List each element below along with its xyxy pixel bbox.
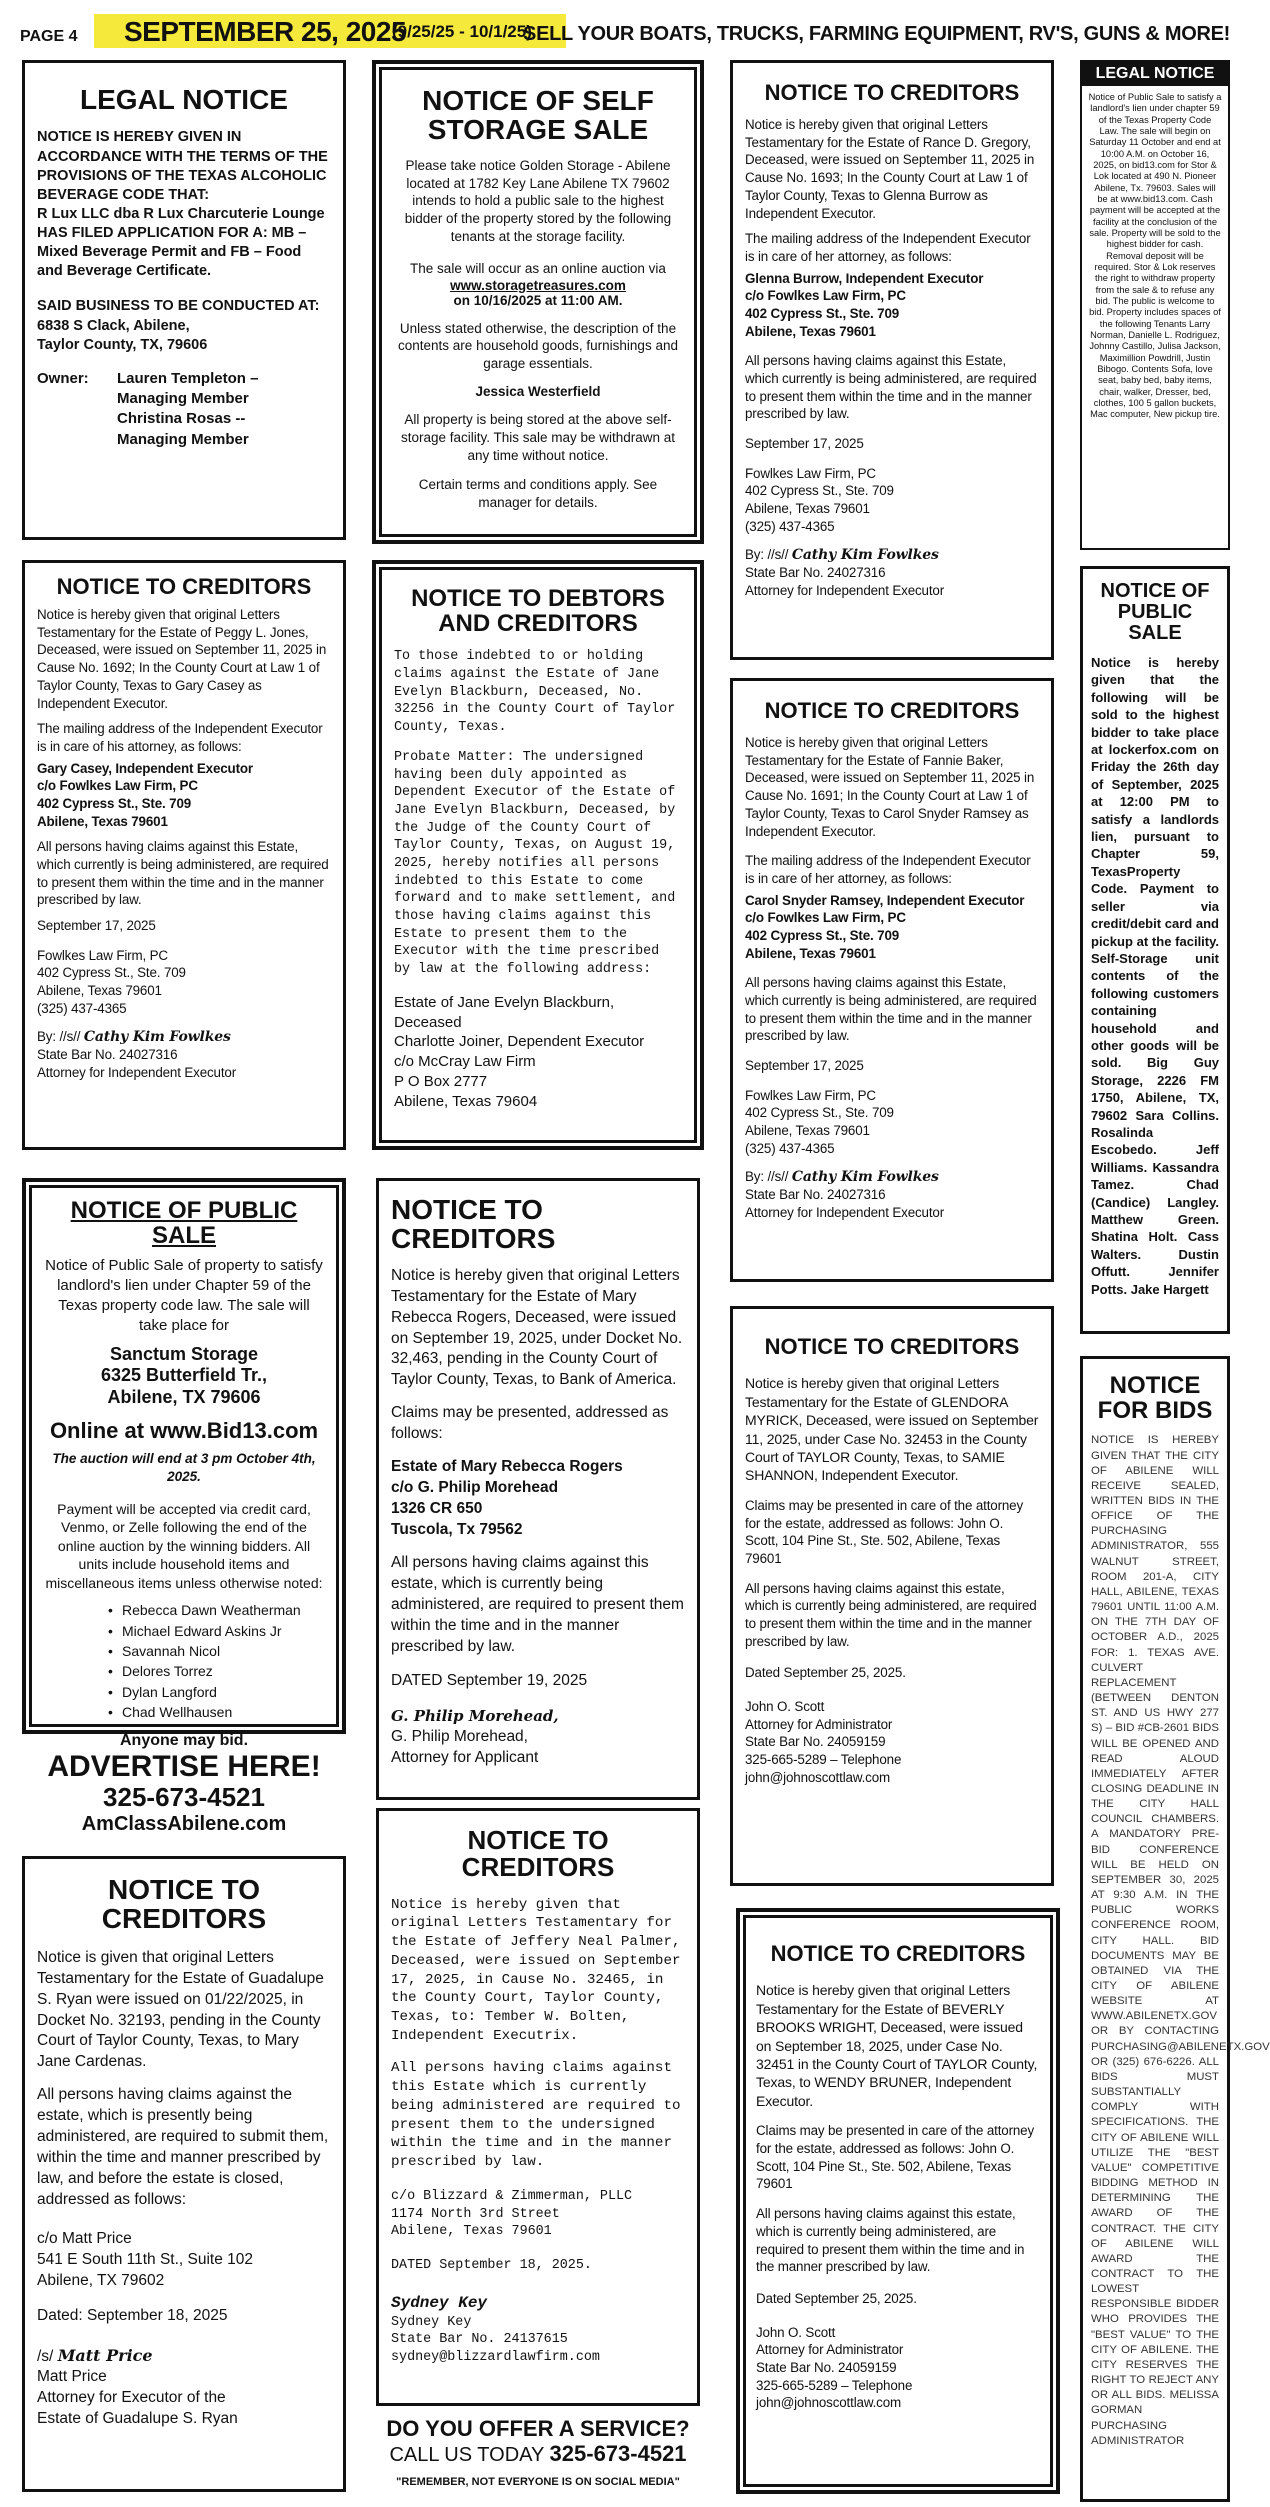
owners — [37, 369, 331, 450]
notice-text: c/o Fowlkes Law Firm, PC — [745, 910, 906, 926]
notice-title: NOTICE TO CREDITORS — [391, 1194, 556, 1255]
signature: Matt Price — [57, 2345, 153, 2365]
notice-text: Abilene, TX 79606 — [107, 1386, 261, 1407]
notice-date: DATED September 18, 2025. — [391, 2257, 592, 2273]
notice-self-storage-sale — [372, 60, 704, 544]
notice-text: c/o McCray Law Firm — [394, 1053, 536, 1071]
notice-text: Attorney for Independent Executor — [745, 582, 945, 598]
notice-text: State Bar No. 24027316 — [37, 1047, 178, 1062]
notice-date: Dated September 25, 2025. — [756, 2290, 917, 2306]
notice-text: Notice is given that original Letters Testamentary for the Estate of Guadalupe S. Ryan were issued on 01/22/2025, in Docket No. 32193, pending in the County Court of Taylor County, Texas, to Mary Jane Cardenas. — [37, 1948, 324, 2071]
list-item: • Rebecca Dawn Weatherman — [42, 1600, 326, 1620]
notice-title: NOTICE TO CREDITORS — [764, 698, 1020, 723]
notice-text: Estate of Mary Rebecca Rogers — [391, 1458, 623, 1476]
notice-title: NOTICE OF PUBLIC SALE — [70, 1197, 298, 1250]
notice-text: Claims may be presented in care of the attorney for the estate, addressed as follows: John O. Scott, 104 Pine St., Ste. 502, Abilene, Texas 79601 — [745, 1497, 1024, 1566]
list-item: • Savannah Nicol — [42, 1641, 326, 1661]
service-title: DO YOU OFFER A SERVICE? — [386, 2416, 690, 2441]
notice-text: P O Box 2777 — [394, 1072, 488, 1090]
notice-text: Abilene, Texas 79601 — [745, 323, 876, 339]
service-phone[interactable]: 325-673-4521 — [549, 2441, 687, 2467]
notice-text: (325) 437-4365 — [37, 1000, 127, 1016]
notice-text: Gary Casey, Independent Executor — [37, 760, 253, 776]
notice-creditors-myrick — [730, 1306, 1054, 1886]
notice-text: c/o G. Philip Morehead — [391, 1479, 559, 1497]
notice-body: R Lux LLC dba R Lux Charcuterie Lounge HAS FILED APPLICATION FOR A: MB – Mixed Beverage Permit and FB – Food and Beverage Certificate. — [37, 205, 325, 280]
issue-range: (9/25/25 - 10/1/25) — [392, 22, 532, 41]
notice-creditors-baker — [730, 678, 1054, 1282]
notice-public-sale-sanctum — [22, 1178, 346, 1750]
notice-text: Estate of Guadalupe S. Ryan — [37, 2410, 238, 2428]
notice-link[interactable]: www.storagetreasures.com — [450, 277, 626, 293]
notice-text: SAID BUSINESS TO BE CONDUCTED AT: — [37, 298, 320, 315]
notice-text: Abilene, Texas 79601 — [745, 1123, 870, 1139]
notice-text: (325) 437-4365 — [745, 518, 835, 534]
notice-text: Fowlkes Law Firm, PC — [745, 465, 876, 481]
notice-text: All persons having claims against this estate, which is currently being administered, are required to present them within the time and in the manner prescribed by law. — [756, 2206, 1025, 2275]
notice-text: Please take notice Golden Storage - Abilene located at 1782 Key Lane Abilene TX 79602 intends to hold a public sale to the highest bidder of the property stored by the following tenants at the storage facility. — [404, 157, 672, 245]
notice-title: NOTICE TO CREDITORS — [764, 1334, 1020, 1359]
owner-role: Managing Member — [117, 430, 249, 448]
notice-text: Abilene, Texas 79604 — [394, 1092, 538, 1110]
notice-text: Abilene, Texas 79601 — [391, 2224, 552, 2240]
notice-text: The sale will occur as an online auction via — [410, 260, 666, 276]
notice-text: 402 Cypress St., Ste. 709 — [37, 965, 186, 981]
advert-phone[interactable]: 325-673-4521 — [103, 1782, 265, 1812]
notice-for-bids — [1080, 1356, 1270, 2502]
notice-text: John O. Scott — [745, 1699, 825, 1715]
page-number: PAGE 4 — [20, 28, 78, 45]
notice-text: john@johnoscottlaw.com — [756, 2395, 902, 2411]
notice-creditors-ryan — [22, 1856, 346, 2492]
notice-text: The mailing address of the Independent Executor is in care of her attorney, as follows: — [745, 853, 1031, 886]
notice-text: Abilene, Texas 79601 — [745, 501, 870, 517]
notice-text: 402 Cypress St., Ste. 709 — [745, 1105, 894, 1121]
notice-text: By: //s// — [745, 546, 789, 562]
owner-name: Lauren Templeton – — [117, 369, 259, 387]
notice-text: All persons having claims against this Estate which is currently being administered are required to present them to the undersigned within the time and in the manner prescribed by law. — [391, 2060, 681, 2171]
notice-text: Attorney for Administrator — [745, 1716, 893, 1732]
notice-text: c/o Fowlkes Law Firm, PC — [745, 288, 906, 304]
notice-text: Attorney for Independent Executor — [745, 1204, 945, 1220]
notice-text: Attorney for Administrator — [756, 2342, 904, 2358]
service-call: CALL US TODAY — [389, 2444, 544, 2467]
notice-text: Attorney for Independent Executor — [37, 1064, 237, 1080]
notice-text: Attorney for Executor of the — [37, 2389, 226, 2407]
notice-text: Abilene, Texas 79601 — [37, 983, 162, 999]
notice-text: Notice is hereby given that original Letters Testamentary for the Estate of Jeffery Neal Palmer, Deceased, were issued on September 17, 2025, in Cause No. 32465, in the County Court, Taylor County, Texas, to: Tember W. Bolten, Independent Executrix. — [391, 1896, 681, 2044]
notice-creditors-rogers — [376, 1178, 700, 1800]
notice-text: By: //s// — [745, 1168, 789, 1184]
notice-text: Glenna Burrow, Independent Executor — [745, 270, 984, 286]
notice-title: NOTICE TO CREDITORS — [461, 1825, 615, 1883]
notice-creditors-jones — [22, 560, 346, 1150]
notice-text: 1326 CR 650 — [391, 1500, 483, 1517]
notice-text: To those indebted to or holding claims against the Estate of Jane Evelyn Blackburn, Deceased, No. 32256 in the County Court of Taylor County, Texas. — [394, 649, 676, 736]
notice-text: State Bar No. 24059159 — [756, 2359, 897, 2375]
notice-text: State Bar No. 24027316 — [745, 565, 886, 580]
owner-name: Christina Rosas -- — [117, 410, 246, 428]
notice-text: Notice of Public Sale to satisfy a landlord's lien under chapter 59 of the Texas Property Code Law. The sale will begin on Saturday 11 October and end at 10:00 A.M. on October 16, 2025, on bid13.com for Stor & Lok located at 490 N. Pioneer Abilene, Tx. 79603. Sales will be at www.bid13.com. Cash payment will be accepted at the facility at the conclusion of the sale. Property will be sold to the highest bidder for cash. Removal deposit will be required. Stor & Lok reserves the right to withdraw property from the sale & to refuse any bid. The public is welcome to bid. Property includes spaces of the following Tenants Larry Norman, Danielle L. Rodriguez, Johnny Castillo, Julisa Jackson, Maximillion Powdrill, Justin Bibogo. Contents Sofa, love seat, baby bed, baby items, chair, walker, Dresser, bed, clothes, 100 5 gallon buckets, Mac computer, New pickup tire. — [1088, 92, 1222, 420]
list-item: • Chad Wellhausen — [42, 1702, 326, 1722]
notice-text: Sanctum Storage — [109, 1343, 259, 1364]
notice-text: Fowlkes Law Firm, PC — [745, 1087, 876, 1103]
notice-text: Abilene, Texas 79601 — [37, 813, 168, 829]
notice-creditors-wright — [736, 1908, 1060, 2494]
service-quote: "REMEMBER, NOT EVERYONE IS ON SOCIAL MEDIA" — [396, 2475, 680, 2488]
notice-text: State Bar No. 24059159 — [745, 1734, 886, 1750]
signature: Cathy Kim Fowlkes — [791, 546, 939, 563]
notice-text: The auction will end at 3 pm October 4th, 2025. — [52, 1451, 316, 1485]
notice-link[interactable]: Online at www.Bid13.com — [49, 1418, 319, 1444]
notice-text: john@johnoscottlaw.com — [745, 1769, 891, 1785]
notice-text: Notice is hereby given that original Letters Testamentary for the Estate of GLENDORA MYRICK, Deceased, were issued on September 11, 2025, under Case No. 32453 in the County Court of TAYLOR County, Texas, to SAMIE SHANNON, Independent Executor. — [745, 1375, 1039, 1484]
notice-creditors-gregory — [730, 60, 1054, 660]
advertise-block — [22, 1750, 346, 1846]
notice-date: September 17, 2025 — [37, 918, 156, 934]
notice-date: September 17, 2025 — [745, 436, 864, 452]
notice-text: Notice is hereby given that original Letters Testamentary for the Estate of Mary Rebecca Rogers, Deceased, were issued on September 19, 2025, under Docket No. 32,463, pending in the County Court of Taylor County, Texas, to Bank of America. — [391, 1266, 683, 1389]
notice-text: Estate of Jane Evelyn Blackburn, Deceased — [394, 993, 615, 1031]
notice-title: NOTICE TO CREDITORS — [56, 574, 312, 599]
legal-notice-alcohol — [22, 60, 346, 540]
notice-text: Carol Snyder Ramsey, Independent Executor — [745, 892, 1025, 908]
notice-text: 402 Cypress St., Ste. 709 — [37, 795, 192, 811]
notice-text: Abilene, Texas 79601 — [745, 945, 876, 961]
notice-text: Matt Price — [37, 2368, 107, 2386]
notice-text: Sydney Key — [391, 2314, 472, 2330]
service-ad — [376, 2416, 700, 2500]
notice-text: State Bar No. 24137615 — [391, 2332, 568, 2348]
notice-date: DATED September 19, 2025 — [391, 1672, 588, 1690]
notice-text: NOTICE IS HEREBY GIVEN THAT THE CITY OF ABILENE WILL RECEIVE SEALED, WRITTEN BIDS IN THE OFFICE OF THE PURCHASING ADMINISTRATOR, 555 WALNUT STREET, ROOM 201-A, CITY HALL, ABILENE, TEXAS 79601 UNTIL 11:00 A.M. ON THE 7TH DAY OF OCTOBER A.D., 2025 FOR: 1. TEXAS AVE. CULVERT REPLACEMENT (BETWEEN DENTON ST. AND US HWY 277 S) – BID #CB-2601 BIDS WILL BE OPENED AND READ ALOUD IMMEDIATELY AFTER CLOSING DEADLINE IN THE CITY HALL COUNCIL CHAMBERS. A MANDATORY PRE-BID CONFERENCE WILL BE HELD ON SEPTEMBER 30, 2025 AT 9:30 A.M. IN THE PUBLIC WORKS CONFERENCE ROOM, CITY HALL. BID DOCUMENTS MAY BE OBTAINED VIA THE CITY OF ABILENE WEBSITE AT WWW.ABILENETX.GOV OR BY CONTACTING PURCHASING@ABILENETX.GOV OR (325) 676-6226. ALL BIDS MUST SUBSTANTIALLY COMPLY WITH SPECIFICATIONS. THE CITY OF ABILENE WILL UTILIZE THE "BEST VALUE" COMPETITIVE BIDDING METHOD IN DETERMINING THE AWARD OF THE CONTRACT. THE CITY OF ABILENE WILL AWARD THE CONTRACT TO THE LOWEST RESPONSIBLE BIDDER WHO PROVIDES THE "BEST VALUE" TO THE CITY OF ABILENE. THE CITY RESERVES THE RIGHT TO REJECT ANY OR ALL BIDS. MELISSA GORMAN PURCHASING ADMINISTRATOR — [1091, 1434, 1270, 2447]
issue-date: SEPTEMBER 25, 2025 — [124, 16, 407, 47]
notice-title: NOTICE TO CREDITORS — [770, 1941, 1026, 1966]
notice-text: Notice is hereby given that original Letters Testamentary for the Estate of BEVERLY BROOKS WRIGHT, Deceased, were issued on September 18, 2025, under Case No. 32451 in the County Court of TAYLOR County, Texas, to WENDY BRUNER, Independent Executor. — [756, 1982, 1038, 2109]
signature: Cathy Kim Fowlkes — [83, 1028, 231, 1045]
notice-text: Payment will be accepted via credit card, Venmo, or Zelle following the end of the online auction by the winning bidders. All units include household items and miscellaneous items unless otherwise noted: — [45, 1500, 323, 1591]
list-item: • Dylan Langford — [42, 1682, 326, 1702]
notice-title: NOTICE OF PUBLIC SALE — [1100, 580, 1210, 644]
notice-date: September 17, 2025 — [745, 1058, 864, 1074]
notice-title: NOTICE TO CREDITORS — [101, 1874, 267, 1935]
notice-text: Probate Matter: The undersigned having been duly appointed as Dependent Executor of the Estate of Jane Evelyn Blackburn, Deceased, by the Judge of the County Court of Taylor County, Texas, on August 19, 2025, hereby notifies all persons indebted to this Estate to come forward and to make settlement, and those having claims against this Estate to present them to the Executor with the time prescribed by law at the following address: — [394, 749, 676, 978]
notice-text: Attorney for Applicant — [391, 1748, 539, 1766]
list-item: • Michael Edward Askins Jr — [42, 1621, 326, 1641]
notice-text: State Bar No. 24027316 — [745, 1187, 886, 1202]
notice-text: All persons having claims against the estate, which is presently being administered, are required to submit them, within the time and manner prescribed by law, and before the estate is closed, addressed as follows: — [37, 2086, 329, 2208]
notice-text: Charlotte Joiner, Dependent Executor — [394, 1033, 645, 1051]
notice-text: 541 E South 11th St., Suite 102 — [37, 2250, 254, 2268]
notice-text: on 10/16/2025 at 11:00 AM. — [453, 292, 623, 308]
notice-text: The mailing address of the Independent Executor is in care of his attorney, as follows: — [37, 721, 323, 754]
notice-text: 402 Cypress St., Ste. 709 — [745, 483, 894, 499]
notice-text: All persons having claims against this Estate, which currently is being administered, are required to present them within the time and in the manner prescribed by law. — [745, 975, 1037, 1044]
notice-title: NOTICE OF SELF STORAGE SALE — [422, 85, 654, 146]
notice-date: Dated September 25, 2025. — [745, 1665, 906, 1681]
notice-text: Notice is hereby given that the following will be sold to the highest bidder to take place at lockerfox.com on Friday the 26th day of September, 2025 at 12:00 PM to satisfy a landlords lien, pursuant to Chapter 59, TexasProperty Code. Payment to seller via credit/debit card and pickup at the facility. Self-Storage unit contents of the following customers containing household and other goods will be sold. Big Guy Storage, 2226 FM 1750, Abilene, TX, 79602 Sara Collins. Rosalinda Escobedo. Jeff Williams. Kassandra Tamez. Chad (Candice) Langley. Matthew Green. Shatina Holt. Cass Walters. Dustin Offutt. Jennifer Potts. Jake Hargett — [1091, 655, 1219, 1297]
advert-site[interactable]: AmClassAbilene.com — [81, 1812, 287, 1835]
notice-text: c/o Matt Price — [37, 2229, 132, 2247]
notice-text: 402 Cypress St., Ste. 709 — [745, 305, 900, 321]
notice-text: 6838 S Clack, Abilene, — [37, 317, 190, 334]
tenant-name: Jessica Westerfield — [475, 384, 601, 400]
notice-title: LEGAL NOTICE — [80, 84, 288, 115]
notice-text: Claims may be presented in care of the attorney for the estate, addressed as follows: John O. Scott, 104 Pine St., Ste. 502, Abilene, Texas 79601 — [756, 2123, 1035, 2192]
notice-public-sale-lockerfox — [1080, 566, 1230, 1334]
notice-title: NOTICE TO DEBTORS AND CREDITORS — [411, 585, 665, 638]
tenant-list — [42, 1600, 326, 1722]
notice-text: Claims may be presented, addressed as follows: — [391, 1404, 669, 1443]
notice-text: Notice is hereby given that original Letters Testamentary for the Estate of Peggy L. Jones, Deceased, were issued on September 11, 2025 in Cause No. 1692; In the County Court at Law 1 of Taylor County, Texas to Gary Casey as Independent Executor. — [37, 607, 327, 711]
notice-text: Notice is hereby given that original Letters Testamentary for the Estate of Rance D. Gregory, Deceased, were issued on September 11, 2025 in Cause No. 1693; In the County Court at Law 1 of Taylor County, Texas to Glenna Burrow as Independent Executor. — [745, 117, 1035, 221]
page-header — [20, 14, 1230, 50]
notice-text: John O. Scott — [756, 2324, 836, 2340]
notice-text: All persons having claims against this Estate, which currently is being administered, are required to present them within the time and in the manner prescribed by law. — [745, 353, 1037, 422]
notice-text: Fowlkes Law Firm, PC — [37, 947, 168, 963]
notice-text: 1174 North 3rd Street — [391, 2206, 560, 2222]
notice-text: Taylor County, TX, 79606 — [37, 336, 208, 353]
notice-title: NOTICE TO CREDITORS — [764, 80, 1020, 105]
advert-title: ADVERTISE HERE! — [47, 1750, 321, 1783]
notice-text: Abilene, TX 79602 — [37, 2271, 165, 2289]
notice-text: All persons having claims against this Estate, which currently is being administered, are required to present them within the time and in the manner prescribed by law. — [37, 839, 329, 908]
signature: Sydney Key — [391, 2293, 488, 2312]
notice-text: (325) 437-4365 — [745, 1140, 835, 1156]
notice-text: G. Philip Morehead, — [391, 1727, 528, 1745]
notice-debtors-creditors — [372, 560, 704, 1150]
notice-creditors-palmer — [376, 1808, 700, 2406]
notice-text: 325-665-5289 – Telephone — [745, 1752, 902, 1768]
signature: Cathy Kim Fowlkes — [791, 1168, 939, 1185]
legal-notice-stor-lok — [1080, 60, 1230, 550]
notice-text: All persons having claims against this estate, which is currently being administered, are required to present them within the time and in the manner prescribed by law. — [745, 1580, 1037, 1649]
notice-text: The mailing address of the Independent Executor is in care of her attorney, as follows: — [745, 231, 1031, 264]
list-item: • Delores Torrez — [42, 1661, 326, 1681]
notice-text: /s/ — [37, 2347, 54, 2365]
owner-label: Owner: — [37, 369, 89, 387]
notice-text: Tuscola, Tx 79562 — [391, 1520, 523, 1538]
notice-text: All persons having claims against this estate, which is currently being administered, are required to present them within the time and in the manner prescribed by law. — [391, 1553, 684, 1655]
notice-text: 402 Cypress St., Ste. 709 — [745, 927, 900, 943]
notice-text: c/o Fowlkes Law Firm, PC — [37, 778, 198, 794]
notice-text: Certain terms and conditions apply. See manager for details. — [418, 477, 658, 511]
signature: G. Philip Morehead, — [391, 1707, 559, 1726]
notice-title: NOTICE FOR BIDS — [1097, 1372, 1213, 1425]
notice-text: c/o Blizzard & Zimmerman, PLLC — [391, 2188, 633, 2204]
notice-text: All property is being stored at the above self-storage facility. This sale may be withdrawn at any time without notice. — [400, 411, 676, 463]
notice-text: 6325 Butterfield Tr., — [100, 1365, 268, 1386]
notice-body: NOTICE IS HEREBY GIVEN IN ACCORDANCE WITH THE TERMS OF THE PROVISIONS OF THE TEXAS ALCOHOLIC BEVERAGE CODE THAT: — [37, 129, 328, 203]
tagline: SELL YOUR BOATS, TRUCKS, FARMING EQUIPMENT, RV'S, GUNS & MORE! — [523, 23, 1230, 45]
notice-text: Unless stated otherwise, the description of the contents are household goods, furnishings and garage essentials. — [398, 320, 678, 372]
notice-date: Dated: September 18, 2025 — [37, 2306, 228, 2324]
notice-title: LEGAL NOTICE — [1082, 62, 1228, 86]
notice-text: Anyone may bid. — [119, 1732, 249, 1750]
notice-text: By: //s// — [37, 1028, 81, 1044]
notice-text: 325-665-5289 – Telephone — [756, 2377, 913, 2393]
owner-role: Managing Member — [117, 390, 249, 408]
notice-text: Notice of Public Sale of property to satisfy landlord's lien under Chapter 59 of the Texas property code law. The sale will take place for — [45, 1257, 323, 1334]
notice-text: Notice is hereby given that original Letters Testamentary for the Estate of Fannie Baker, Deceased, were issued on September 11, 2025 in Cause No. 1691; In the County Court at Law 1 of Taylor County, Texas to Carol Snyder Ramsey as Independent Executor. — [745, 735, 1035, 839]
notice-text: sydney@blizzardlawfirm.com — [391, 2350, 600, 2366]
